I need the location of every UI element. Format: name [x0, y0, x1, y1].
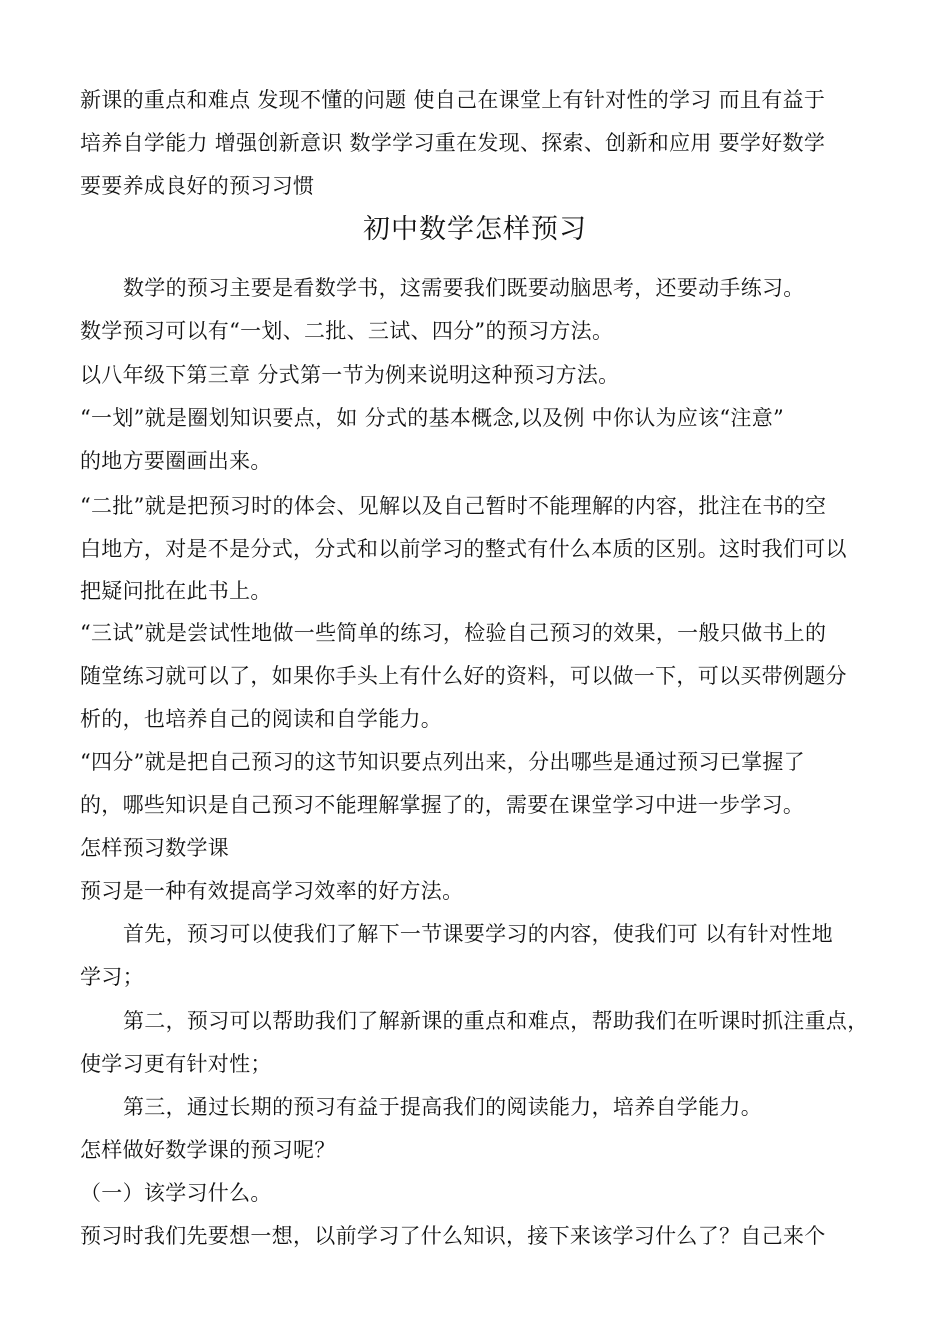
paragraph-line: 第二，预习可以帮助我们了解新课的重点和难点，帮助我们在听课时抓注重点， — [123, 1009, 869, 1033]
paragraph-line: 预习是一种有效提高学习效率的好方法。 — [80, 879, 464, 903]
subsection-heading: （一）该学习什么。 — [80, 1181, 272, 1205]
paragraph-line: 的地方要圈画出来。 — [80, 449, 272, 473]
paragraph-line: 把疑问批在此书上。 — [80, 579, 272, 603]
paragraph-line: 首先，预习可以使我们了解下一节课要学习的内容，使我们可 以有针对性地 — [123, 922, 833, 946]
paragraph-line: 预习时我们先要想一想，以前学习了什么知识，接下来该学习什么了？自己来个 — [80, 1224, 826, 1248]
paragraph-line: 数学预习可以有“一划、二批、三试、四分”的预习方法。 — [80, 319, 614, 343]
intro-line-2: 培养自学能力 增强创新意识 数学学习重在发现、探索、创新和应用 要学好数学 — [80, 131, 826, 155]
paragraph-line: 使学习更有针对性； — [80, 1052, 272, 1076]
paragraph-line: 白地方，对是不是分式，分式和以前学习的整式有什么本质的区别。这时我们可以 — [80, 537, 847, 561]
intro-line-3: 要要养成良好的预习习惯 — [80, 174, 315, 198]
paragraph-line: 第三，通过长期的预习有益于提高我们的阅读能力，培养自学能力。 — [123, 1095, 762, 1119]
paragraph-line: “三试”就是尝试性地做一些简单的练习，检验自己预习的效果，一般只做书上的 — [80, 621, 827, 645]
section-heading: 怎样预习数学课 — [80, 836, 230, 860]
paragraph-line: “一划”就是圈划知识要点，如 分式的基本概念,以及例 中你认为应该“注意” — [80, 406, 785, 430]
intro-line-1: 新课的重点和难点 发现不懂的问题 使自己在课堂上有针对性的学习 而且有益于 — [80, 88, 826, 112]
paragraph-line: 以八年级下第三章 分式第一节为例来说明这种预习方法。 — [80, 363, 620, 387]
paragraph-line: 的，哪些知识是自己预习不能理解掌握了的，需要在课堂学习中进一步学习。 — [80, 793, 805, 817]
paragraph-line: “四分”就是把自己预习的这节知识要点列出来，分出哪些是通过预习已掌握了 — [80, 750, 805, 774]
paragraph-line: 随堂练习就可以了，如果你手头上有什么好的资料，可以做一下，可以买带例题分 — [80, 664, 847, 688]
paragraph-line: 析的，也培养自己的阅读和自学能力。 — [80, 707, 443, 731]
paragraph-line: 数学的预习主要是看数学书，这需要我们既要动脑思考，还要动手练习。 — [123, 276, 805, 300]
section-heading: 怎样做好数学课的预习呢？ — [80, 1138, 336, 1162]
paragraph-line: “二批”就是把预习时的体会、见解以及自己暂时不能理解的内容，批注在书的空 — [80, 494, 827, 518]
page-title: 初中数学怎样预习 — [363, 214, 587, 245]
paragraph-line: 学习； — [80, 965, 144, 989]
